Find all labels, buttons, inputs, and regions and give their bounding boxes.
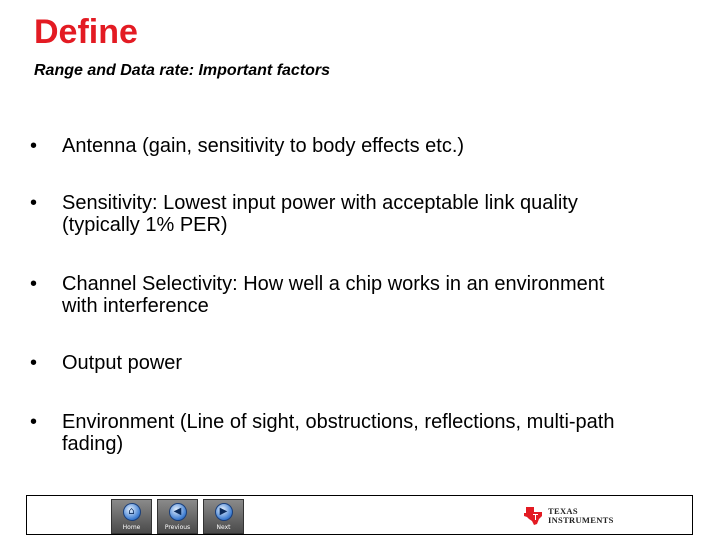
slide-subtitle: Range and Data rate: Important factors [34, 62, 331, 79]
previous-button[interactable]: ◀ Previous [157, 499, 198, 534]
bullet-marker: • [30, 192, 38, 214]
bullet-item [30, 352, 670, 374]
bullet-marker: • [30, 273, 38, 295]
texas-instruments-logo [522, 504, 642, 530]
logo-line-instruments: INSTRUMENTS [548, 515, 614, 525]
bullet-text: Sensitivity: Lowest input power with acceptable link quality (typically 1% PER) [62, 192, 578, 236]
next-button[interactable]: ▶ Next [203, 499, 244, 534]
bullet-text: Output power [62, 352, 183, 374]
next-button-label: Next [216, 524, 231, 531]
bullet-text: Environment (Line of sight, obstructions, reflections, multi-path fading) [62, 411, 615, 455]
footer-bar [26, 495, 693, 535]
home-button[interactable]: ⌂ Home [111, 499, 152, 534]
home-button-label: Home [122, 524, 141, 531]
bullet-item [30, 135, 670, 157]
bullet-marker: • [30, 135, 38, 157]
bullet-marker: • [30, 411, 38, 433]
slide-title: Define [34, 13, 138, 51]
bullet-item [30, 192, 630, 236]
previous-button-label: Previous [164, 524, 191, 531]
logo-line-texas: TEXAS [548, 506, 578, 516]
texas-state-icon [522, 504, 546, 528]
bullet-text: Channel Selectivity: How well a chip works in an environment with interference [62, 273, 605, 317]
bullet-item [30, 411, 640, 455]
bullet-text: Antenna (gain, sensitivity to body effects etc.) [62, 135, 465, 157]
bullet-item [30, 273, 610, 317]
bullet-marker: • [30, 352, 38, 374]
